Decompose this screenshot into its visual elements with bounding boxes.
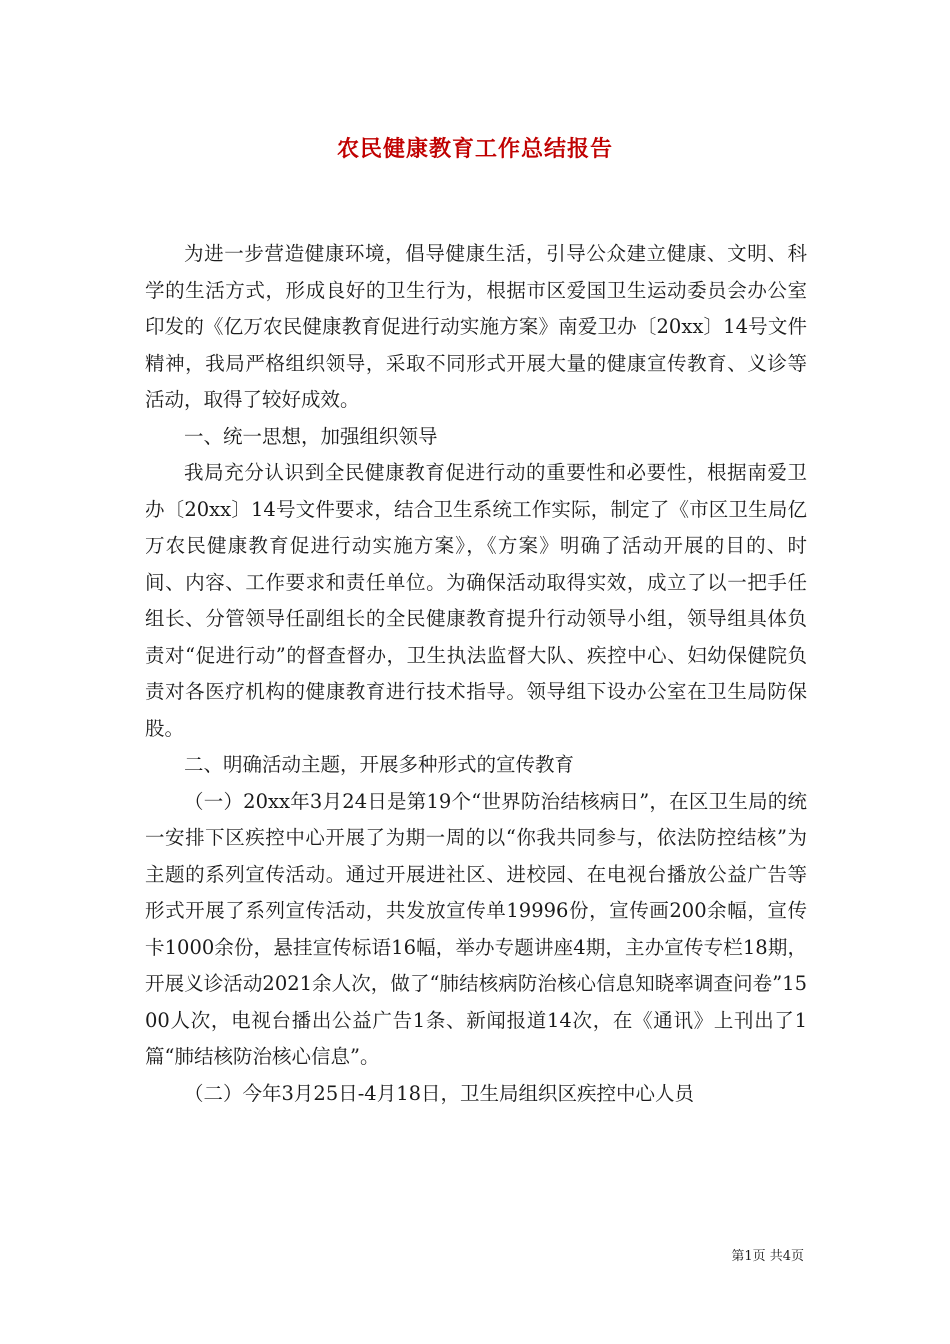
page-number: 第1页 共4页	[731, 1249, 804, 1264]
section-2-item-2: （二）今年3月25日-4月18日，卫生局组织区疾控中心人员	[184, 1081, 695, 1105]
section-2-item-1: （一）20xx年3月24日是第19个“世界防治结核病日”，在区卫生局的统一安排下区疾控中心开展了为期一周的以“你我共同参与，依法防控结核”为主题的系列宣传活动。通过开展进社区、进校园、在电视台播放公益广告等形式开展了系列宣传活动，共发放宣传单19996份，宣传画200余幅，宣传卡1000余份，悬挂宣传标语16幅，举办专题讲座4期，主办宣传专栏18期，开展义诊活动2021余人次，做了“肺结核病防治核心信息知晓率调查问卷”1500人次，电视台播出公益广告1条、新闻报道14次，在《通讯》上刊出了1篇“肺结核防治核心信息”。	[145, 789, 807, 1068]
document-body	[145, 236, 807, 1112]
section-1-paragraph: 我局充分认识到全民健康教育促进行动的重要性和必要性，根据南爱卫办〔20xx〕14号文件要求，结合卫生系统工作实际，制定了《市区卫生局亿万农民健康教育促进行动实施方案》，《方案》明确了活动开展的目的、时间、内容、工作要求和责任单位。为确保活动取得实效，成立了以一把手任组长、分管领导任副组长的全民健康教育提升行动领导小组，领导组具体负责对“促进行动”的督查督办，卫生执法监督大队、疾控中心、妇幼保健院负责对各医疗机构的健康教育进行技术指导。领导组下设办公室在卫生局防保股。	[145, 461, 807, 740]
intro-paragraph: 为进一步营造健康环境，倡导健康生活，引导公众建立健康、文明、科学的生活方式，形成良好的卫生行为，根据市区爱国卫生运动委员会办公室印发的《亿万农民健康教育促进行动实施方案》南爱卫办〔20xx〕14号文件精神，我局严格组织领导，采取不同形式开展大量的健康宣传教育、义诊等活动，取得了较好成效。	[145, 242, 807, 411]
section-heading-1: 一、统一思想，加强组织领导	[184, 424, 438, 448]
section-heading-2: 二、明确活动主题，开展多种形式的宣传教育	[184, 753, 575, 776]
document-title: 农民健康教育工作总结报告	[336, 136, 613, 162]
